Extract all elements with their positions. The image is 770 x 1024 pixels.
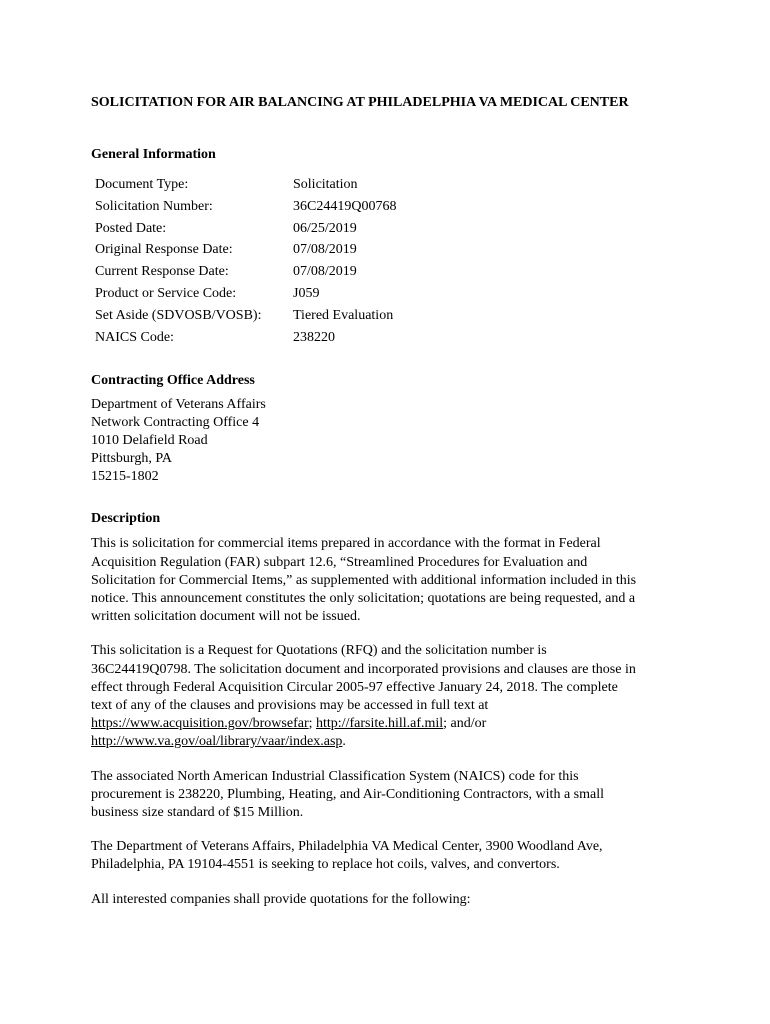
sentence-end: . bbox=[342, 734, 346, 750]
info-label: Product or Service Code: bbox=[95, 285, 237, 301]
info-value: 07/08/2019 bbox=[293, 242, 357, 258]
description-paragraph-quotations: All interested companies shall provide quotations for the following: bbox=[91, 891, 471, 907]
info-row bbox=[91, 218, 396, 240]
description-heading: Description bbox=[91, 511, 161, 527]
info-label: Document Type: bbox=[95, 177, 189, 192]
paragraph-line: effect through Federal Acquisition Circular 2005-97 effective January 24, 2018. The complete bbox=[91, 679, 618, 695]
info-label: Posted Date: bbox=[95, 220, 167, 236]
paragraph-line bbox=[91, 715, 687, 733]
paragraph-line: The Department of Veterans Affairs, Philadelphia VA Medical Center, 3900 Woodland Ave, bbox=[91, 839, 603, 855]
paragraph-line: The associated North American Industrial Classification System (NAICS) code for this bbox=[91, 768, 579, 784]
general-information-table bbox=[91, 174, 396, 348]
paragraph-line: procurement is 238220, Plumbing, Heating, and Air-Conditioning Contractors, with a small bbox=[91, 786, 604, 802]
paragraph-line: Solicitation for Commercial Items,” as supplemented with additional information included in this bbox=[91, 572, 637, 588]
document-title: SOLICITATION FOR AIR BALANCING AT PHILADELPHIA VA MEDICAL CENTER bbox=[91, 95, 629, 110]
paragraph-line bbox=[91, 733, 687, 751]
info-row bbox=[91, 305, 396, 327]
contracting-office-address bbox=[91, 396, 691, 486]
info-label: Set Aside (SDVOSB/VOSB): bbox=[95, 307, 262, 323]
info-label: NAICS Code: bbox=[95, 329, 174, 345]
vaar-link[interactable]: http://www.va.gov/oal/library/vaar/index.asp bbox=[91, 734, 343, 750]
general-information-heading: General Information bbox=[91, 147, 216, 162]
paragraph-line: This is solicitation for commercial items prepared in accordance with the format in Federal bbox=[91, 536, 601, 552]
info-label: Current Response Date: bbox=[95, 264, 229, 280]
document-page bbox=[91, 93, 691, 909]
info-row bbox=[91, 174, 396, 196]
info-value: 238220 bbox=[293, 329, 335, 345]
info-value: 36C24419Q00768 bbox=[293, 198, 397, 214]
info-value: Solicitation bbox=[293, 177, 358, 192]
description-paragraph-far bbox=[91, 535, 687, 626]
link-separator: ; bbox=[308, 716, 317, 732]
paragraph-line: notice. This announcement constitutes the only solicitation; quotations are being requested, and a bbox=[91, 590, 636, 606]
info-value: Tiered Evaluation bbox=[293, 307, 394, 323]
address-line: Pittsburgh, PA bbox=[91, 451, 172, 467]
info-value: 06/25/2019 bbox=[293, 220, 357, 236]
paragraph-line: business size standard of $15 Million. bbox=[91, 805, 304, 821]
description-paragraph-rfq bbox=[91, 642, 687, 751]
address-line: Department of Veterans Affairs bbox=[91, 397, 266, 413]
paragraph-line: This solicitation is a Request for Quotations (RFQ) and the solicitation number is bbox=[91, 643, 547, 659]
address-line: Network Contracting Office 4 bbox=[91, 415, 260, 431]
paragraph-line: Acquisition Regulation (FAR) subpart 12.6, “Streamlined Procedures for Evaluation and bbox=[91, 554, 588, 570]
description-paragraph-naics bbox=[91, 768, 687, 823]
info-value: J059 bbox=[293, 285, 320, 301]
paragraph-line: Philadelphia, PA 19104-4551 is seeking to replace hot coils, valves, and convertors. bbox=[91, 857, 560, 873]
info-row bbox=[91, 261, 396, 283]
info-row bbox=[91, 327, 396, 349]
info-row bbox=[91, 196, 396, 218]
paragraph-line: written solicitation document will not be issued. bbox=[91, 609, 361, 625]
paragraph-line: 36C24419Q0798. The solicitation document and incorporated provisions and clauses are those in bbox=[91, 661, 636, 677]
description-paragraph-scope bbox=[91, 838, 687, 874]
farsite-link[interactable]: http://farsite.hill.af.mil bbox=[316, 716, 444, 732]
info-label: Solicitation Number: bbox=[95, 198, 213, 214]
paragraph-line: text of any of the clauses and provisions may be accessed in full text at bbox=[91, 698, 489, 713]
info-value: 07/08/2019 bbox=[293, 264, 357, 280]
acquisition-gov-link[interactable]: https://www.acquisition.gov/browsefar bbox=[91, 716, 309, 732]
contracting-office-heading: Contracting Office Address bbox=[91, 373, 255, 389]
info-label: Original Response Date: bbox=[95, 242, 233, 258]
link-separator: ; and/or bbox=[443, 716, 487, 732]
address-line: 15215-1802 bbox=[91, 469, 159, 485]
info-row bbox=[91, 283, 396, 305]
address-line: 1010 Delafield Road bbox=[91, 433, 208, 449]
info-row bbox=[91, 239, 396, 261]
